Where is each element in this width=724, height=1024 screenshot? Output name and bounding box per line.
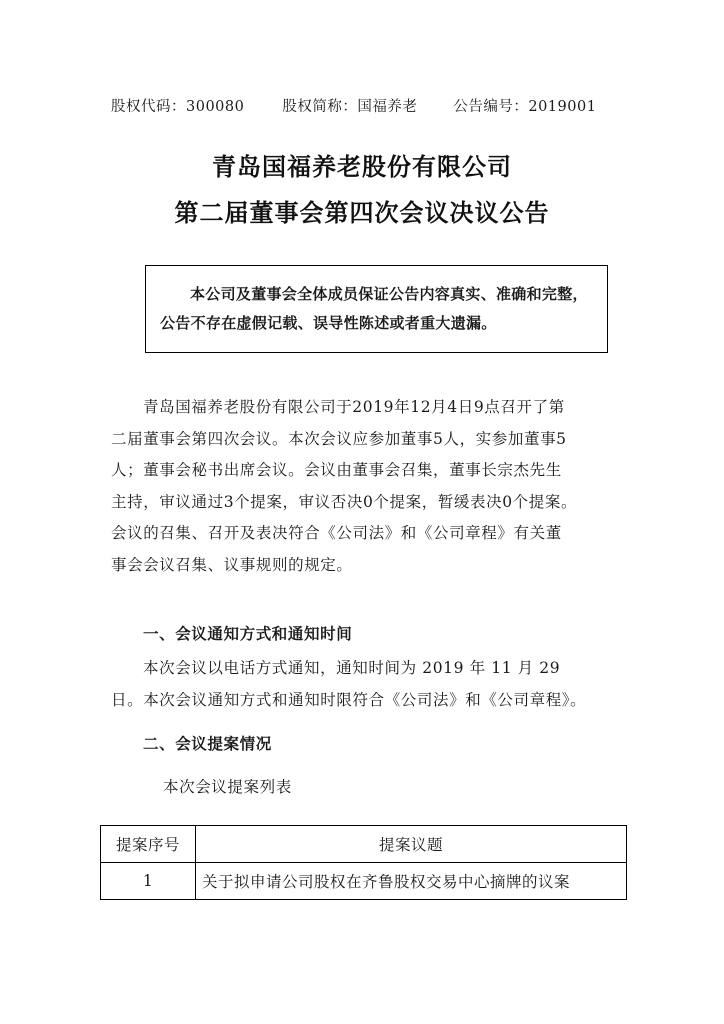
announcement-title: 第二届董事会第四次会议决议公告 — [174, 199, 550, 227]
document-header — [111, 95, 596, 116]
section-1-heading: 一、会议通知方式和通知时间 — [143, 625, 353, 643]
intro-line-3: 人；董事会秘书出席会议。会议由董事会召集，董事长宗杰先生 — [111, 461, 562, 479]
proposal-topic: 关于拟申请公司股权在齐鲁股权交易中心摘牌的议案 — [196, 863, 627, 900]
intro-line-4: 主持，审议通过3个提案，审议否决0个提案，暂缓表决0个提案。 — [111, 492, 578, 511]
proposal-list-caption: 本次会议提案列表 — [163, 778, 292, 796]
section-1-line-1: 本次会议以电话方式通知，通知时间为 2019 年 11 月 29 — [143, 659, 561, 677]
intro-line-1: 青岛国福养老股份有限公司于2019年12月4日9点召开了第 — [143, 398, 565, 416]
section-1-line-2: 日。本次会议通知方式和通知时限符合《公司法》和《公司章程》。 — [111, 690, 587, 709]
proposal-number: 1 — [101, 863, 196, 900]
intro-line-2: 二届董事会第四次会议。本次会议应参加董事5人，实参加董事5 — [111, 429, 567, 448]
section-2-heading: 二、会议提案情况 — [143, 735, 272, 753]
intro-line-6: 事会会议召集、议事规则的规定。 — [111, 555, 353, 574]
intro-line-5: 会议的召集、召开及表决符合《公司法》和《公司章程》有关董 — [111, 524, 562, 542]
company-title: 青岛国福养老股份有限公司 — [212, 153, 512, 181]
disclaimer-line-1: 本公司及董事会全体成员保证公告内容真实、准确和完整， — [190, 285, 588, 303]
table-row — [101, 863, 627, 900]
intro-paragraph — [111, 392, 631, 581]
column-header-number: 提案序号 — [101, 826, 196, 863]
stock-code: 股权代码：300080 — [111, 99, 245, 115]
notice-number: 公告编号：2019001 — [453, 99, 597, 115]
disclaimer-box — [145, 265, 608, 353]
column-header-topic: 提案议题 — [196, 826, 627, 863]
table-header-row — [101, 826, 627, 863]
proposal-table — [100, 825, 627, 900]
disclaimer-line-2: 公告不存在虚假记载、误导性陈述或者重大遗漏。 — [160, 314, 497, 332]
stock-name: 股权简称：国福养老 — [282, 99, 418, 115]
section-1-paragraph — [111, 653, 631, 716]
